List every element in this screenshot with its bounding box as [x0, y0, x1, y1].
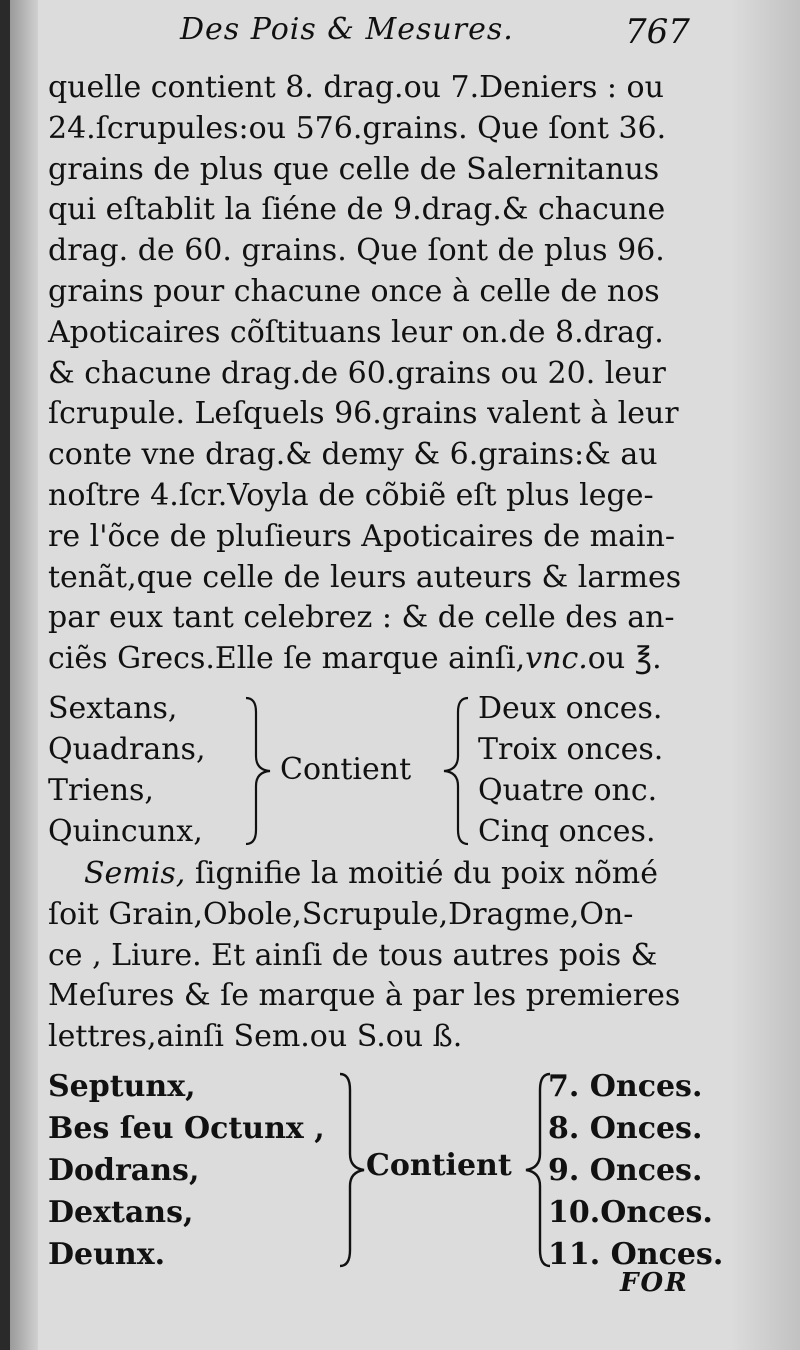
contient-label: Contient	[280, 752, 412, 787]
ounce-value: 10.Onces.	[548, 1195, 713, 1230]
fraction-name: Quadrans,	[48, 732, 206, 767]
ounce-values	[478, 688, 663, 852]
fraction-name: Sextans,	[48, 691, 178, 726]
text-line: grains de plus que celle de Salernitanus	[48, 151, 660, 187]
fraction-name: Dodrans,	[48, 1153, 200, 1188]
text-line: ſcrupule. Leſquels 96.grains valent à leur	[48, 396, 679, 432]
ounce-value: Troix onces.	[478, 732, 664, 767]
ounce-value: Quatre onc.	[478, 773, 658, 808]
fraction-name: Bes ſeu Octunx ,	[48, 1111, 325, 1146]
text-line: conte vne drag.& demy & 6.grains:& au	[48, 437, 658, 473]
ounce-values	[548, 1066, 723, 1276]
paragraph-1	[48, 68, 710, 680]
fraction-names	[48, 688, 206, 852]
fraction-name: Triens,	[48, 773, 154, 808]
text-line	[48, 639, 710, 680]
paragraph-2	[48, 854, 710, 1058]
ounce-symbol: ℥.	[634, 641, 662, 677]
text-line: noſtre 4.ſcr.Voyla de cõbiẽ eſt plus lege-	[48, 477, 654, 513]
left-brace-icon	[434, 694, 474, 848]
text-line: & chacune drag.de 60.grains ou 20. leur	[48, 355, 666, 391]
page-number: 767	[625, 12, 690, 52]
ounce-value: 7. Onces.	[548, 1069, 703, 1104]
catchword: FOR	[620, 1268, 689, 1298]
fraction-name: Quincunx,	[48, 814, 203, 849]
ounce-value: Cinq onces.	[478, 814, 656, 849]
text-fragment: ciẽs Grecs.Elle ſe marque ainſi,	[48, 641, 526, 677]
text-fragment: ſignifie la moitié du poix nõmé	[185, 856, 658, 891]
text-line: 24.ſcrupules:ou 576.grains. Que ſont 36.	[48, 110, 667, 146]
text-fragment: ou	[587, 641, 626, 677]
ounce-table-1	[48, 688, 728, 858]
fraction-name: Deunx.	[48, 1237, 166, 1272]
ounce-value: 9. Onces.	[548, 1153, 703, 1188]
contient-label: Contient	[366, 1148, 512, 1183]
semis-term: Semis,	[84, 856, 186, 891]
text-line: re l'õce de pluſieurs Apoticaires de main-	[48, 518, 676, 554]
right-brace-icon	[240, 694, 280, 848]
ounce-table-2	[48, 1066, 728, 1276]
text-line: Apoticaires cõſtituans leur on.de 8.drag.	[48, 314, 664, 350]
page-edge-shadow	[730, 0, 800, 1350]
page-gutter	[10, 0, 38, 1350]
unc-abbreviation: vnc.	[525, 641, 588, 677]
text-line	[48, 854, 710, 895]
fraction-name: Septunx,	[48, 1069, 196, 1104]
text-line: tenãt,que celle de leurs auteurs & larmes	[48, 559, 682, 595]
text-line: qui eſtablit la ſiéne de 9.drag.& chacune	[48, 192, 666, 228]
text-line: quelle contient 8. drag.ou 7.Deniers : ou	[48, 70, 664, 105]
text-line: ce , Liure. Et ainſi de tous autres pois &	[48, 937, 658, 973]
book-page	[10, 0, 800, 1350]
text-line: grains pour chacune once à celle de nos	[48, 273, 660, 309]
running-header: Des Pois & Mesures.	[180, 12, 514, 47]
fraction-name: Dextans,	[48, 1195, 194, 1230]
fraction-names	[48, 1066, 325, 1276]
text-line: Meſures & ſe marque à par les premieres	[48, 978, 681, 1014]
ounce-value: 8. Onces.	[548, 1111, 703, 1146]
text-line: lettres,ainſi Sem.ou S.ou ß.	[48, 1019, 463, 1055]
text-line: par eux tant celebrez : & de celle des an-	[48, 600, 675, 636]
text-line: drag. de 60. grains. Que ſont de plus 96.	[48, 233, 665, 269]
ounce-value: Deux onces.	[478, 691, 663, 726]
text-line: ſoit Grain,Obole,Scrupule,Dragme,On-	[48, 896, 634, 932]
ounce-value: 11. Onces.	[548, 1237, 724, 1272]
